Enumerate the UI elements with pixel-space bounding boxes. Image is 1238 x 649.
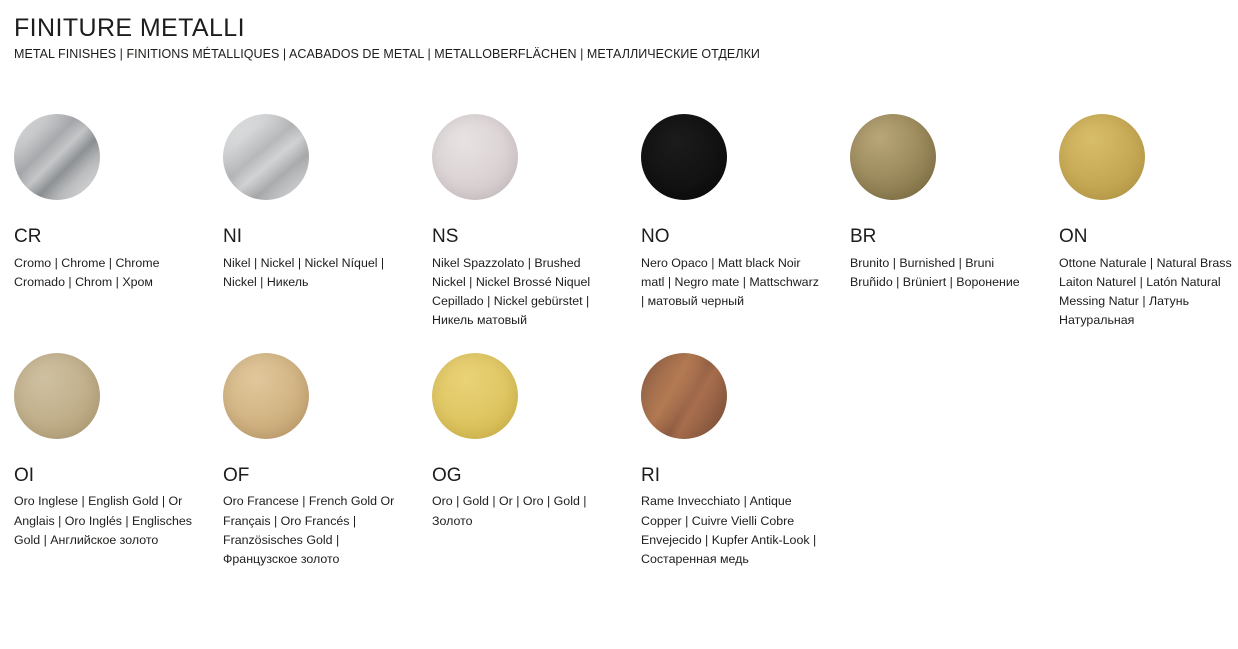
finish-description: Nero Opaco | Matt black Noir matl | Negro mate | Mattschwarz | матовый черный bbox=[641, 255, 819, 309]
page-title: FINITURE METALLI bbox=[14, 14, 245, 42]
finish-code: RI bbox=[641, 464, 660, 486]
finish-item-br[interactable] bbox=[850, 114, 1059, 292]
swatch-french-gold bbox=[223, 353, 309, 439]
swatch-burnished bbox=[850, 114, 936, 200]
page-subtitle: METAL FINISHES | FINITIONS MÉTALLIQUES | ACABADOS DE METAL | METALLOBERFLÄCHEN | МЕТАЛЛИЧЕСКИЕ ОТДЕЛКИ bbox=[14, 46, 760, 61]
finish-item-no[interactable] bbox=[641, 114, 850, 312]
finish-code: NS bbox=[432, 225, 459, 247]
finish-code: BR bbox=[850, 225, 877, 247]
finish-code: OG bbox=[432, 464, 462, 486]
finish-description: Nikel | Nickel | Nickel Níquel | Nickel | Никель bbox=[223, 255, 385, 289]
finish-description: Cromo | Chrome | Chrome Cromado | Chrom | Хром bbox=[14, 255, 160, 289]
finish-code: NO bbox=[641, 225, 670, 247]
swatch-matt-black bbox=[641, 114, 727, 200]
swatch-antique-copper bbox=[641, 353, 727, 439]
swatch-chrome bbox=[14, 114, 100, 200]
finish-item-ns[interactable] bbox=[432, 114, 641, 331]
swatch-brushed-nickel bbox=[432, 114, 518, 200]
finish-code: CR bbox=[14, 225, 42, 247]
finishes-row-1 bbox=[14, 114, 1238, 331]
swatch-gold bbox=[432, 353, 518, 439]
swatch-nickel bbox=[223, 114, 309, 200]
finish-description: Oro | Gold | Or | Oro | Gold | Золото bbox=[432, 494, 587, 528]
finish-code: OF bbox=[223, 464, 250, 486]
finish-item-cr[interactable] bbox=[14, 114, 223, 292]
finish-description: Brunito | Burnished | Bruni Bruñido | Brüniert | Воронение bbox=[850, 255, 1020, 289]
finish-item-on[interactable] bbox=[1059, 114, 1238, 331]
finish-code: NI bbox=[223, 225, 242, 247]
swatch-english-gold bbox=[14, 353, 100, 439]
finish-item-ri[interactable] bbox=[641, 353, 850, 570]
finishes-grid bbox=[14, 114, 1238, 570]
finish-code: OI bbox=[14, 464, 35, 486]
finish-item-og[interactable] bbox=[432, 353, 641, 531]
finish-item-ni[interactable] bbox=[223, 114, 432, 292]
finishes-row-2 bbox=[14, 353, 1238, 570]
finish-item-oi[interactable] bbox=[14, 353, 223, 551]
finish-item-of[interactable] bbox=[223, 353, 432, 570]
finish-description: Nikel Spazzolato | Brushed Nickel | Nickel Brossé Niquel Cepillado | Nickel gebürstet | Никель матовый bbox=[432, 255, 591, 328]
finish-description: Oro Francese | French Gold Or Français | Oro Francés | Französisches Gold | Французское золото bbox=[223, 494, 395, 567]
finish-description: Ottone Naturale | Natural Brass Laiton Naturel | Latón Natural Messing Natur | Латунь Натуральная bbox=[1059, 255, 1232, 328]
finish-code: ON bbox=[1059, 225, 1088, 247]
finish-description: Oro Inglese | English Gold | Or Anglais | Oro Inglés | Englisches Gold | Английское золото bbox=[14, 494, 192, 547]
swatch-natural-brass bbox=[1059, 114, 1145, 200]
finish-description: Rame Invecchiato | Antique Copper | Cuivre Vielli Cobre Envejecido | Kupfer Antik-Look | Состаренная медь bbox=[641, 494, 817, 567]
